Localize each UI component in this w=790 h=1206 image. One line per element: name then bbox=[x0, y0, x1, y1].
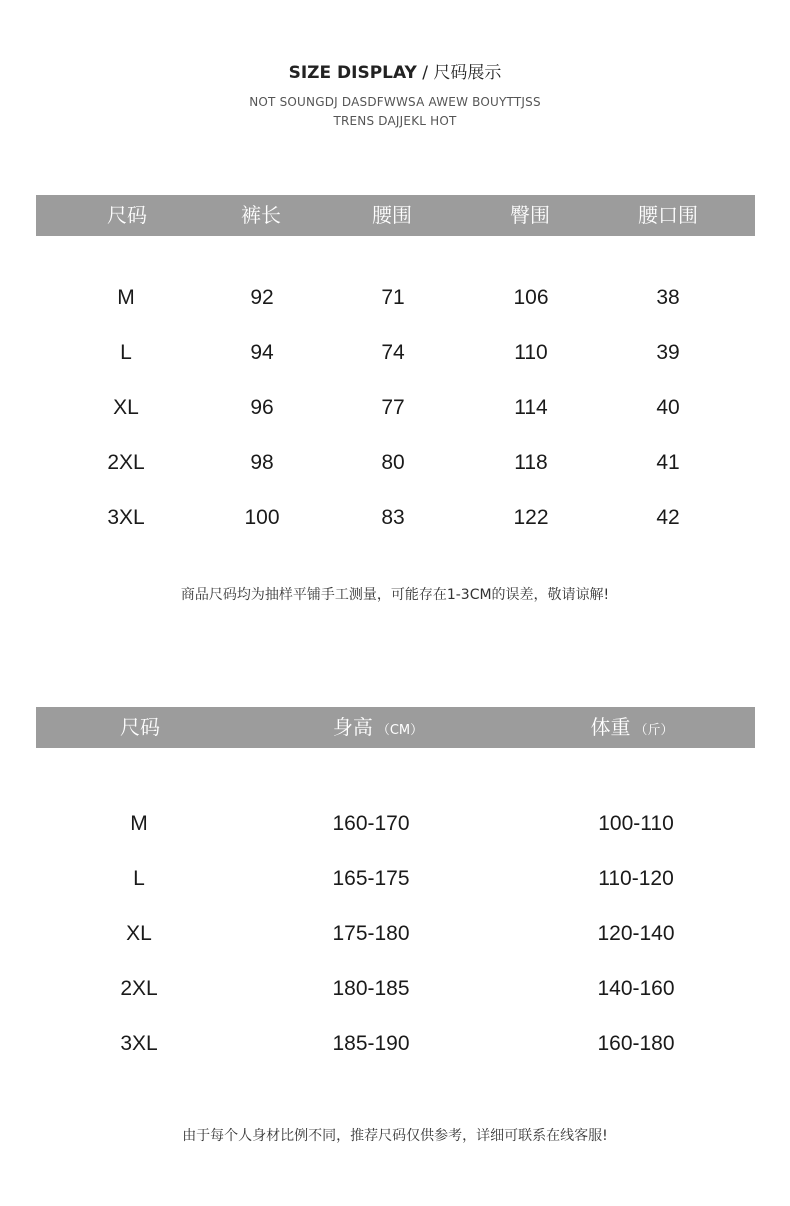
page-title bbox=[0, 58, 790, 83]
cell-size: XL bbox=[113, 396, 139, 419]
col-header-hip: 臀围 bbox=[510, 203, 550, 227]
cell-waist: 77 bbox=[381, 396, 405, 419]
cell-length: 94 bbox=[250, 341, 274, 364]
weight-label: 体重 bbox=[590, 715, 631, 739]
cell-height: 180-185 bbox=[332, 977, 410, 1000]
cell-height: 175-180 bbox=[332, 922, 410, 945]
cell-waist-opening: 41 bbox=[656, 451, 680, 474]
cell-height: 165-175 bbox=[332, 867, 410, 890]
cell-size: 3XL bbox=[120, 1032, 158, 1055]
title-english: SIZE DISPLAY bbox=[288, 63, 417, 83]
cell-hip: 114 bbox=[514, 396, 548, 419]
cell-length: 100 bbox=[244, 506, 280, 529]
weight-unit: （斤） bbox=[634, 723, 674, 738]
cell-size: L bbox=[133, 867, 145, 890]
garment-table-header bbox=[36, 195, 755, 236]
cell-size: 2XL bbox=[120, 977, 158, 1000]
cell-height: 160-170 bbox=[332, 812, 410, 835]
cell-length: 98 bbox=[250, 451, 274, 474]
fit-table-header bbox=[36, 707, 755, 748]
cell-length: 92 bbox=[250, 286, 274, 309]
col-header-size: 尺码 bbox=[120, 715, 160, 739]
cell-weight: 160-180 bbox=[597, 1032, 675, 1055]
title-separator: / bbox=[416, 63, 434, 83]
cell-weight: 110-120 bbox=[598, 867, 674, 890]
cell-waist: 74 bbox=[381, 341, 405, 364]
cell-weight: 140-160 bbox=[597, 977, 675, 1000]
cell-size: M bbox=[130, 812, 148, 835]
col-header-waist-opening: 腰口围 bbox=[638, 203, 698, 227]
subtitle-line-1: NOT SOUNGDJ DASDFWWSA AWEW BOUYTTJSS bbox=[249, 95, 541, 109]
cell-waist: 71 bbox=[381, 286, 405, 309]
cell-weight: 100-110 bbox=[598, 812, 674, 835]
cell-size: L bbox=[120, 341, 132, 364]
cell-hip: 118 bbox=[514, 451, 548, 474]
cell-hip: 122 bbox=[513, 506, 549, 529]
cell-waist: 83 bbox=[381, 506, 405, 529]
col-header-size: 尺码 bbox=[107, 203, 147, 227]
cell-waist: 80 bbox=[381, 451, 405, 474]
recommendation-note: 由于每个人身材比例不同，推荐尺码仅供参考，详细可联系在线客服! bbox=[182, 1128, 608, 1144]
subtitle-line-2: TRENS DAJJEKL HOT bbox=[333, 114, 457, 128]
col-header-length: 裤长 bbox=[241, 203, 281, 227]
cell-hip: 110 bbox=[514, 341, 548, 364]
cell-waist-opening: 39 bbox=[656, 341, 680, 364]
cell-waist-opening: 38 bbox=[656, 286, 680, 309]
cell-waist-opening: 42 bbox=[656, 506, 680, 529]
height-label: 身高 bbox=[332, 715, 373, 739]
cell-height: 185-190 bbox=[332, 1032, 410, 1055]
col-header-waist: 腰围 bbox=[372, 203, 412, 227]
cell-size: XL bbox=[126, 922, 152, 945]
title-chinese: 尺码展示 bbox=[433, 63, 502, 83]
cell-waist-opening: 40 bbox=[656, 396, 680, 419]
col-header-weight bbox=[590, 707, 673, 748]
cell-weight: 120-140 bbox=[597, 922, 675, 945]
cell-size: 2XL bbox=[107, 451, 145, 474]
col-header-height bbox=[333, 707, 423, 748]
measurement-note: 商品尺码均为抽样平铺手工测量，可能存在1-3CM的误差，敬请谅解! bbox=[180, 587, 610, 603]
cell-length: 96 bbox=[250, 396, 274, 419]
cell-hip: 106 bbox=[513, 286, 549, 309]
cell-size: M bbox=[117, 286, 135, 309]
cell-size: 3XL bbox=[107, 506, 145, 529]
height-unit: （CM） bbox=[376, 723, 424, 738]
